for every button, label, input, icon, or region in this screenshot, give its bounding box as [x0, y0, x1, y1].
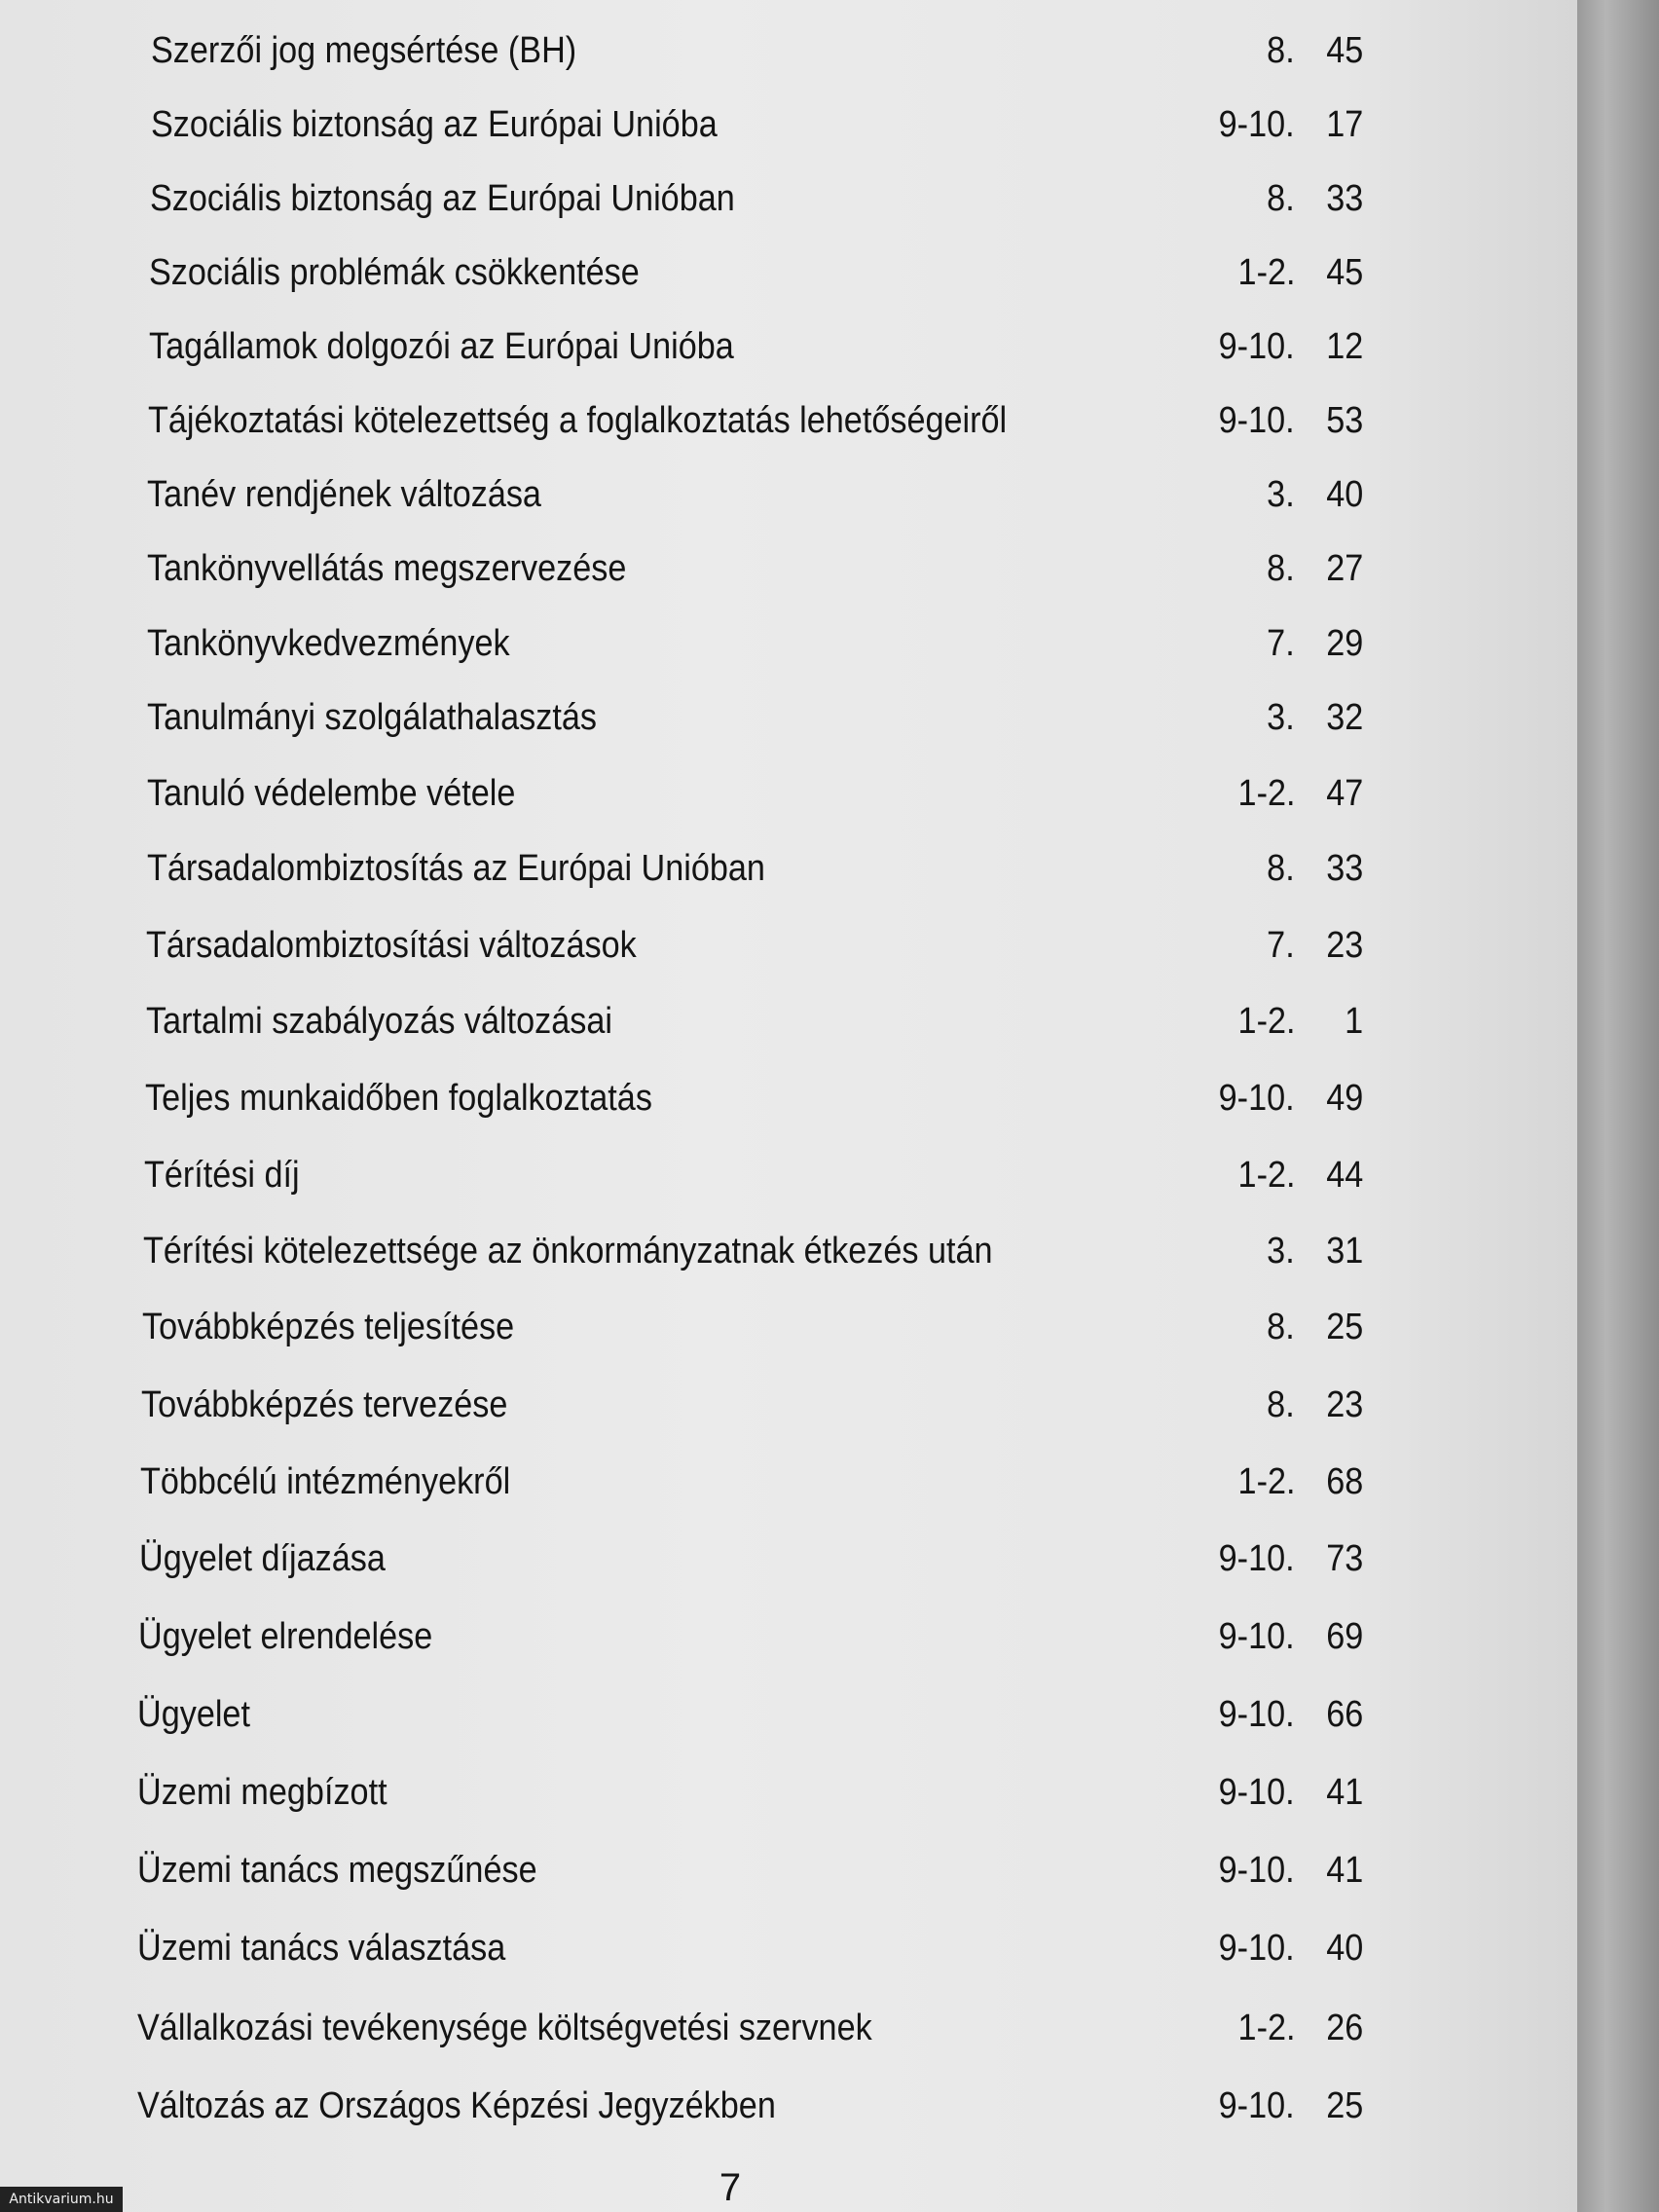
entry-page: 31 — [1325, 1231, 1363, 1272]
entry-page: 44 — [1325, 1155, 1363, 1196]
entry-page: 23 — [1325, 925, 1363, 966]
index-entry — [0, 1530, 1577, 1588]
entry-page: 41 — [1325, 1772, 1363, 1813]
entry-issue: 1-2. — [1237, 252, 1295, 293]
entry-issue: 9-10. — [1219, 1538, 1295, 1579]
entry-topic: Társadalombiztosítási változások — [146, 925, 637, 966]
entry-issue: 9-10. — [1219, 400, 1295, 441]
index-entry — [0, 1841, 1577, 1899]
entry-issue: 1-2. — [1237, 1155, 1295, 1196]
index-entry — [0, 764, 1577, 823]
entry-page: 40 — [1325, 1928, 1363, 1969]
entry-page: 33 — [1325, 848, 1363, 889]
index-entry — [0, 465, 1577, 524]
entry-page: 17 — [1325, 104, 1363, 145]
entry-topic: Társadalombiztosítás az Európai Unióban — [147, 848, 765, 889]
index-entry — [0, 169, 1577, 228]
entry-page: 73 — [1325, 1538, 1363, 1579]
entry-issue: 3. — [1267, 697, 1295, 738]
index-entry — [0, 916, 1577, 975]
index-entry — [0, 1222, 1577, 1280]
index-entry — [0, 21, 1577, 80]
entry-topic: Térítési kötelezettsége az önkormányzatnak étkezés után — [143, 1231, 993, 1272]
index-entry — [0, 1607, 1577, 1666]
entry-issue: 8. — [1267, 548, 1295, 589]
entry-page: 45 — [1325, 30, 1363, 71]
entry-topic: Tanév rendjének változása — [147, 474, 541, 515]
entry-topic: Üzemi tanács választása — [137, 1928, 506, 1969]
entry-issue: 3. — [1267, 474, 1295, 515]
index-entry — [0, 1685, 1577, 1744]
entry-topic: Továbbképzés teljesítése — [142, 1307, 515, 1347]
entry-page: 25 — [1325, 1307, 1363, 1347]
entry-topic: Továbbképzés tervezése — [141, 1384, 508, 1425]
entry-page: 68 — [1325, 1461, 1363, 1502]
entry-page: 53 — [1325, 400, 1363, 441]
entry-page: 1 — [1344, 1001, 1363, 1042]
entry-topic: Tankönyvkedvezmények — [147, 623, 510, 664]
entry-topic: Üzemi megbízott — [137, 1772, 387, 1813]
entry-page: 41 — [1325, 1850, 1363, 1891]
entry-topic: Szociális problémák csökkentése — [149, 252, 640, 293]
entry-issue: 3. — [1267, 1231, 1295, 1272]
index-entry — [0, 614, 1577, 673]
entry-topic: Változás az Országos Képzési Jegyzékben — [137, 2085, 776, 2126]
entry-page: 32 — [1325, 697, 1363, 738]
entry-page: 25 — [1325, 2085, 1363, 2126]
entry-issue: 1-2. — [1237, 773, 1295, 814]
entry-issue: 9-10. — [1219, 1850, 1295, 1891]
entry-topic: Üzemi tanács megszűnése — [137, 1850, 537, 1891]
index-entry — [0, 1069, 1577, 1127]
index-entry — [0, 992, 1577, 1051]
entry-issue: 9-10. — [1219, 1772, 1295, 1813]
entry-topic: Szociális biztonság az Európai Unióban — [150, 178, 735, 219]
entry-issue: 7. — [1267, 623, 1295, 664]
entry-issue: 8. — [1267, 178, 1295, 219]
index-entry — [0, 1763, 1577, 1822]
index-entry — [0, 1146, 1577, 1204]
entry-topic: Tankönyvellátás megszervezése — [147, 548, 627, 589]
entry-issue: 9-10. — [1219, 326, 1295, 367]
index-entry — [0, 539, 1577, 598]
entry-issue: 8. — [1267, 1384, 1295, 1425]
entry-topic: Tartalmi szabályozás változásai — [146, 1001, 613, 1042]
index-entry — [0, 1999, 1577, 2057]
entry-topic: Tájékoztatási kötelezettség a foglalkoztatás lehetőségeiről — [148, 400, 1008, 441]
entry-page: 47 — [1325, 773, 1363, 814]
entry-issue: 9-10. — [1219, 104, 1295, 145]
entry-page: 27 — [1325, 548, 1363, 589]
index-entry — [0, 391, 1577, 450]
entry-topic: Ügyelet díjazása — [139, 1538, 386, 1579]
entry-issue: 1-2. — [1237, 1461, 1295, 1502]
entry-topic: Ügyelet elrendelése — [138, 1616, 433, 1657]
entry-topic: Többcélú intézményekről — [140, 1461, 511, 1502]
entry-issue: 8. — [1267, 848, 1295, 889]
index-entry — [0, 317, 1577, 376]
index-entry — [0, 688, 1577, 747]
entry-page: 49 — [1325, 1078, 1363, 1119]
entry-topic: Ügyelet — [137, 1694, 250, 1735]
entry-topic: Tanuló védelembe vétele — [147, 773, 516, 814]
entry-page: 66 — [1325, 1694, 1363, 1735]
entry-issue: 9-10. — [1219, 1928, 1295, 1969]
page-edge-shadow — [1577, 0, 1659, 2212]
entry-page: 33 — [1325, 178, 1363, 219]
entry-page: 26 — [1325, 2008, 1363, 2048]
index-entry — [0, 1298, 1577, 1356]
entry-page: 69 — [1325, 1616, 1363, 1657]
index-entry — [0, 243, 1577, 302]
index-entry — [0, 1453, 1577, 1511]
entry-topic: Teljes munkaidőben foglalkoztatás — [145, 1078, 652, 1119]
page-number: 7 — [719, 2166, 742, 2209]
entry-page: 29 — [1325, 623, 1363, 664]
index-entry — [0, 839, 1577, 898]
entry-topic: Tagállamok dolgozói az Európai Unióba — [149, 326, 734, 367]
entry-page: 12 — [1325, 326, 1363, 367]
entry-topic: Térítési díj — [144, 1155, 300, 1196]
entry-page: 23 — [1325, 1384, 1363, 1425]
entry-issue: 8. — [1267, 1307, 1295, 1347]
entry-issue: 9-10. — [1219, 1616, 1295, 1657]
entry-page: 45 — [1325, 252, 1363, 293]
watermark-label: Antikvarium.hu — [0, 2187, 123, 2212]
entry-topic: Vállalkozási tevékenysége költségvetési szervnek — [137, 2008, 872, 2048]
entry-issue: 8. — [1267, 30, 1295, 71]
entry-page: 40 — [1325, 474, 1363, 515]
index-entry — [0, 2077, 1577, 2135]
index-entry — [0, 1919, 1577, 1977]
index-entry — [0, 95, 1577, 154]
entry-topic: Szerzői jog megsértése (BH) — [151, 30, 577, 71]
entry-issue: 7. — [1267, 925, 1295, 966]
entry-issue: 1-2. — [1237, 1001, 1295, 1042]
index-entry — [0, 1376, 1577, 1434]
entry-issue: 9-10. — [1219, 2085, 1295, 2126]
entry-topic: Szociális biztonság az Európai Unióba — [151, 104, 718, 145]
entry-issue: 9-10. — [1219, 1694, 1295, 1735]
entry-issue: 9-10. — [1219, 1078, 1295, 1119]
entry-issue: 1-2. — [1237, 2008, 1295, 2048]
entry-topic: Tanulmányi szolgálathalasztás — [147, 697, 597, 738]
